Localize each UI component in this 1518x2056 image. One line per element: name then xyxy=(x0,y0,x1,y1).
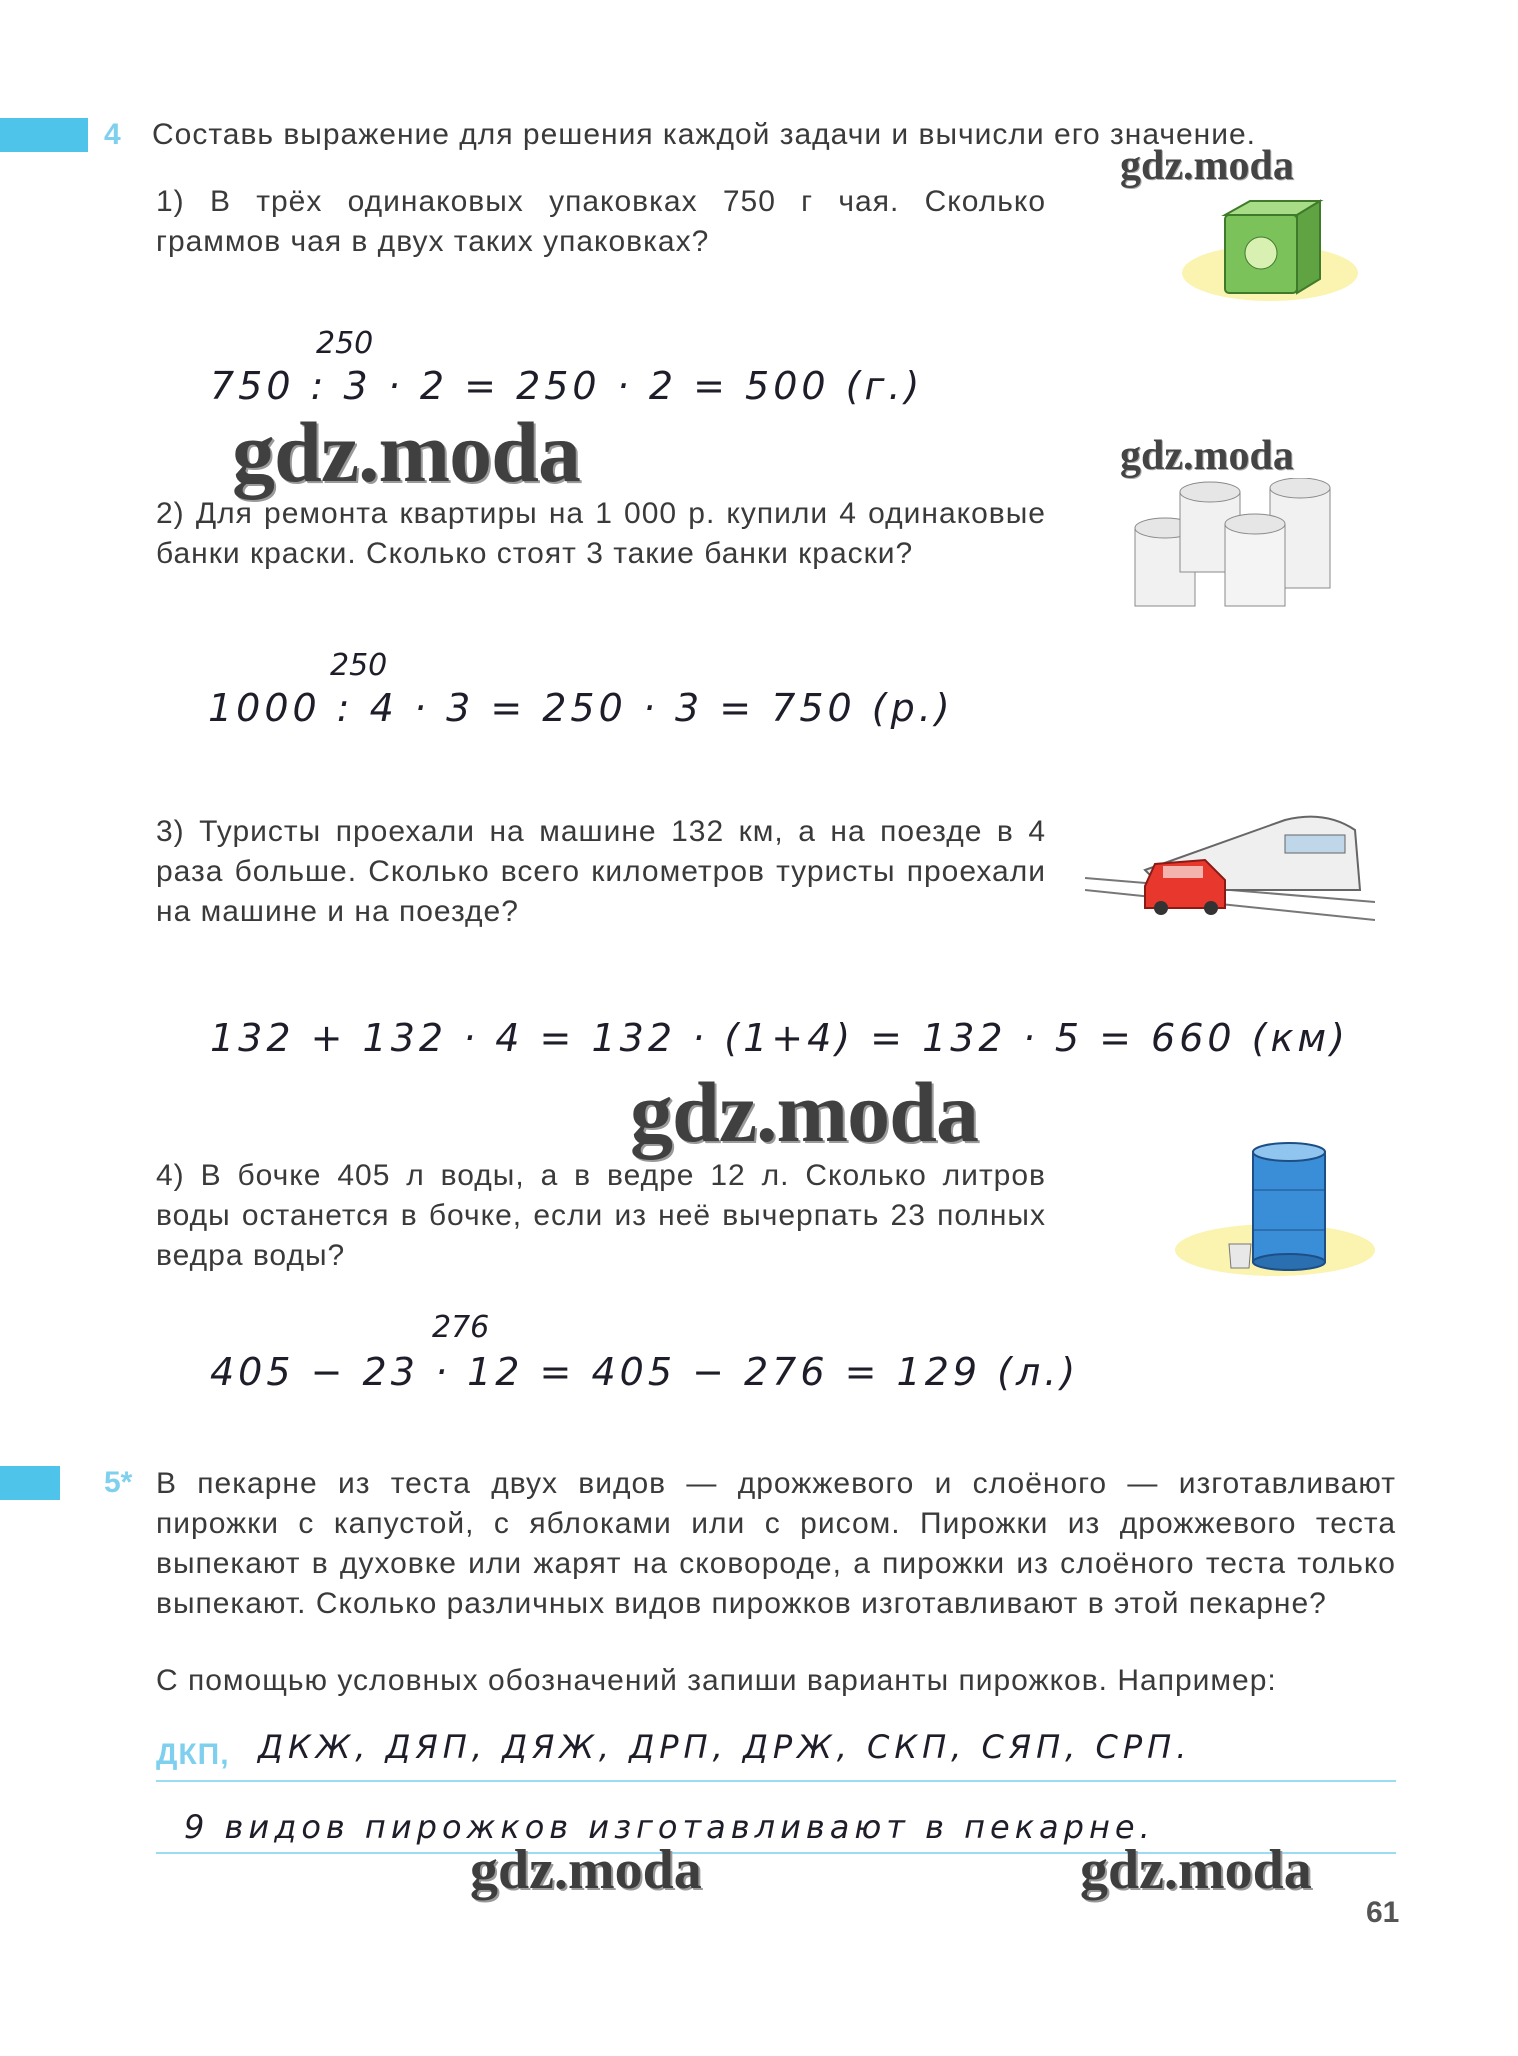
watermark: gdz.moda xyxy=(630,1064,978,1160)
exercise-5-number: 5* xyxy=(104,1466,133,1499)
exercise-5-example: ДКП, xyxy=(156,1738,230,1771)
exercise-4-tab xyxy=(0,118,88,152)
exercise-5-tab xyxy=(0,1466,60,1500)
task-1-answer: 750 : 3 · 2 = 250 · 2 = 500 (г.) xyxy=(210,364,924,408)
tea-box-illustration xyxy=(1180,195,1360,305)
task-1-text: 1) В трёх одинаковых упаковках 750 г чая. Сколько граммов чая в двух таких упаковках? xyxy=(156,185,1046,258)
task-3-answer: 132 + 132 · 4 = 132 · (1+4) = 132 · 5 = 660 (км) xyxy=(210,1016,1349,1060)
task-4-text: 4) В бочке 405 л воды, а в ведре 12 л. Сколько литров воды останется в бочке, если из неё вычерпать 23 полных ведра воды? xyxy=(156,1159,1046,1272)
answer-rule-1 xyxy=(156,1780,1396,1782)
task-4-note: 276 xyxy=(432,1310,490,1345)
watermark: gdz.moda xyxy=(1120,143,1294,189)
exercise-5-answer-line-1: ДКЖ, ДЯП, ДЯЖ, ДРП, ДРЖ, СКП, СЯП, СРП. xyxy=(258,1728,1192,1766)
task-2-answer: 1000 : 4 · 3 = 250 · 3 = 750 (р.) xyxy=(208,686,954,730)
exercise-4-instruction: Составь выражение для решения каждой задачи и вычисли его значение. xyxy=(152,118,1257,151)
watermark: gdz.moda xyxy=(1080,1839,1312,1901)
exercise-5-text: В пекарне из теста двух видов — дрожжевого и слоёного — изготавливают пирожки с капустой, с яблоками или с рисом. Пирожки из дрожжевого теста выпекают в духовке или жарят на сковороде, а пирожки из слоёного теста только выпекают. Сколько различных видов пирожков изготавливают в этой пекарне? xyxy=(156,1467,1396,1620)
watermark: gdz.moda xyxy=(1120,433,1294,479)
car-and-train-illustration xyxy=(1085,790,1375,940)
page-number: 61 xyxy=(1366,1896,1400,1929)
exercise-5-hint: С помощью условных обозначений запиши варианты пирожков. Например: xyxy=(156,1664,1277,1697)
exercise-4-number: 4 xyxy=(104,118,121,151)
exercise-5-answer-line-2: 9 видов пирожков изготавливают в пекарне. xyxy=(184,1808,1155,1846)
task-3-text: 3) Туристы проехали на машине 132 км, а на поезде в 4 раза больше. Сколько всего километров туристы проехали на машине и на поезде? xyxy=(156,815,1046,928)
watermark: gdz.moda xyxy=(470,1839,702,1901)
barrel-and-bucket-illustration xyxy=(1175,1140,1385,1280)
task-1-note: 250 xyxy=(316,326,374,361)
task-2-text: 2) Для ремонта квартиры на 1 000 р. купили 4 одинаковые банки краски. Сколько стоят 3 такие банки краски? xyxy=(156,497,1046,570)
task-4-answer: 405 − 23 · 12 = 405 − 276 = 129 (л.) xyxy=(210,1350,1080,1394)
paint-cans-illustration xyxy=(1125,478,1345,618)
watermark: gdz.moda xyxy=(232,404,580,500)
task-2-note: 250 xyxy=(330,648,388,683)
